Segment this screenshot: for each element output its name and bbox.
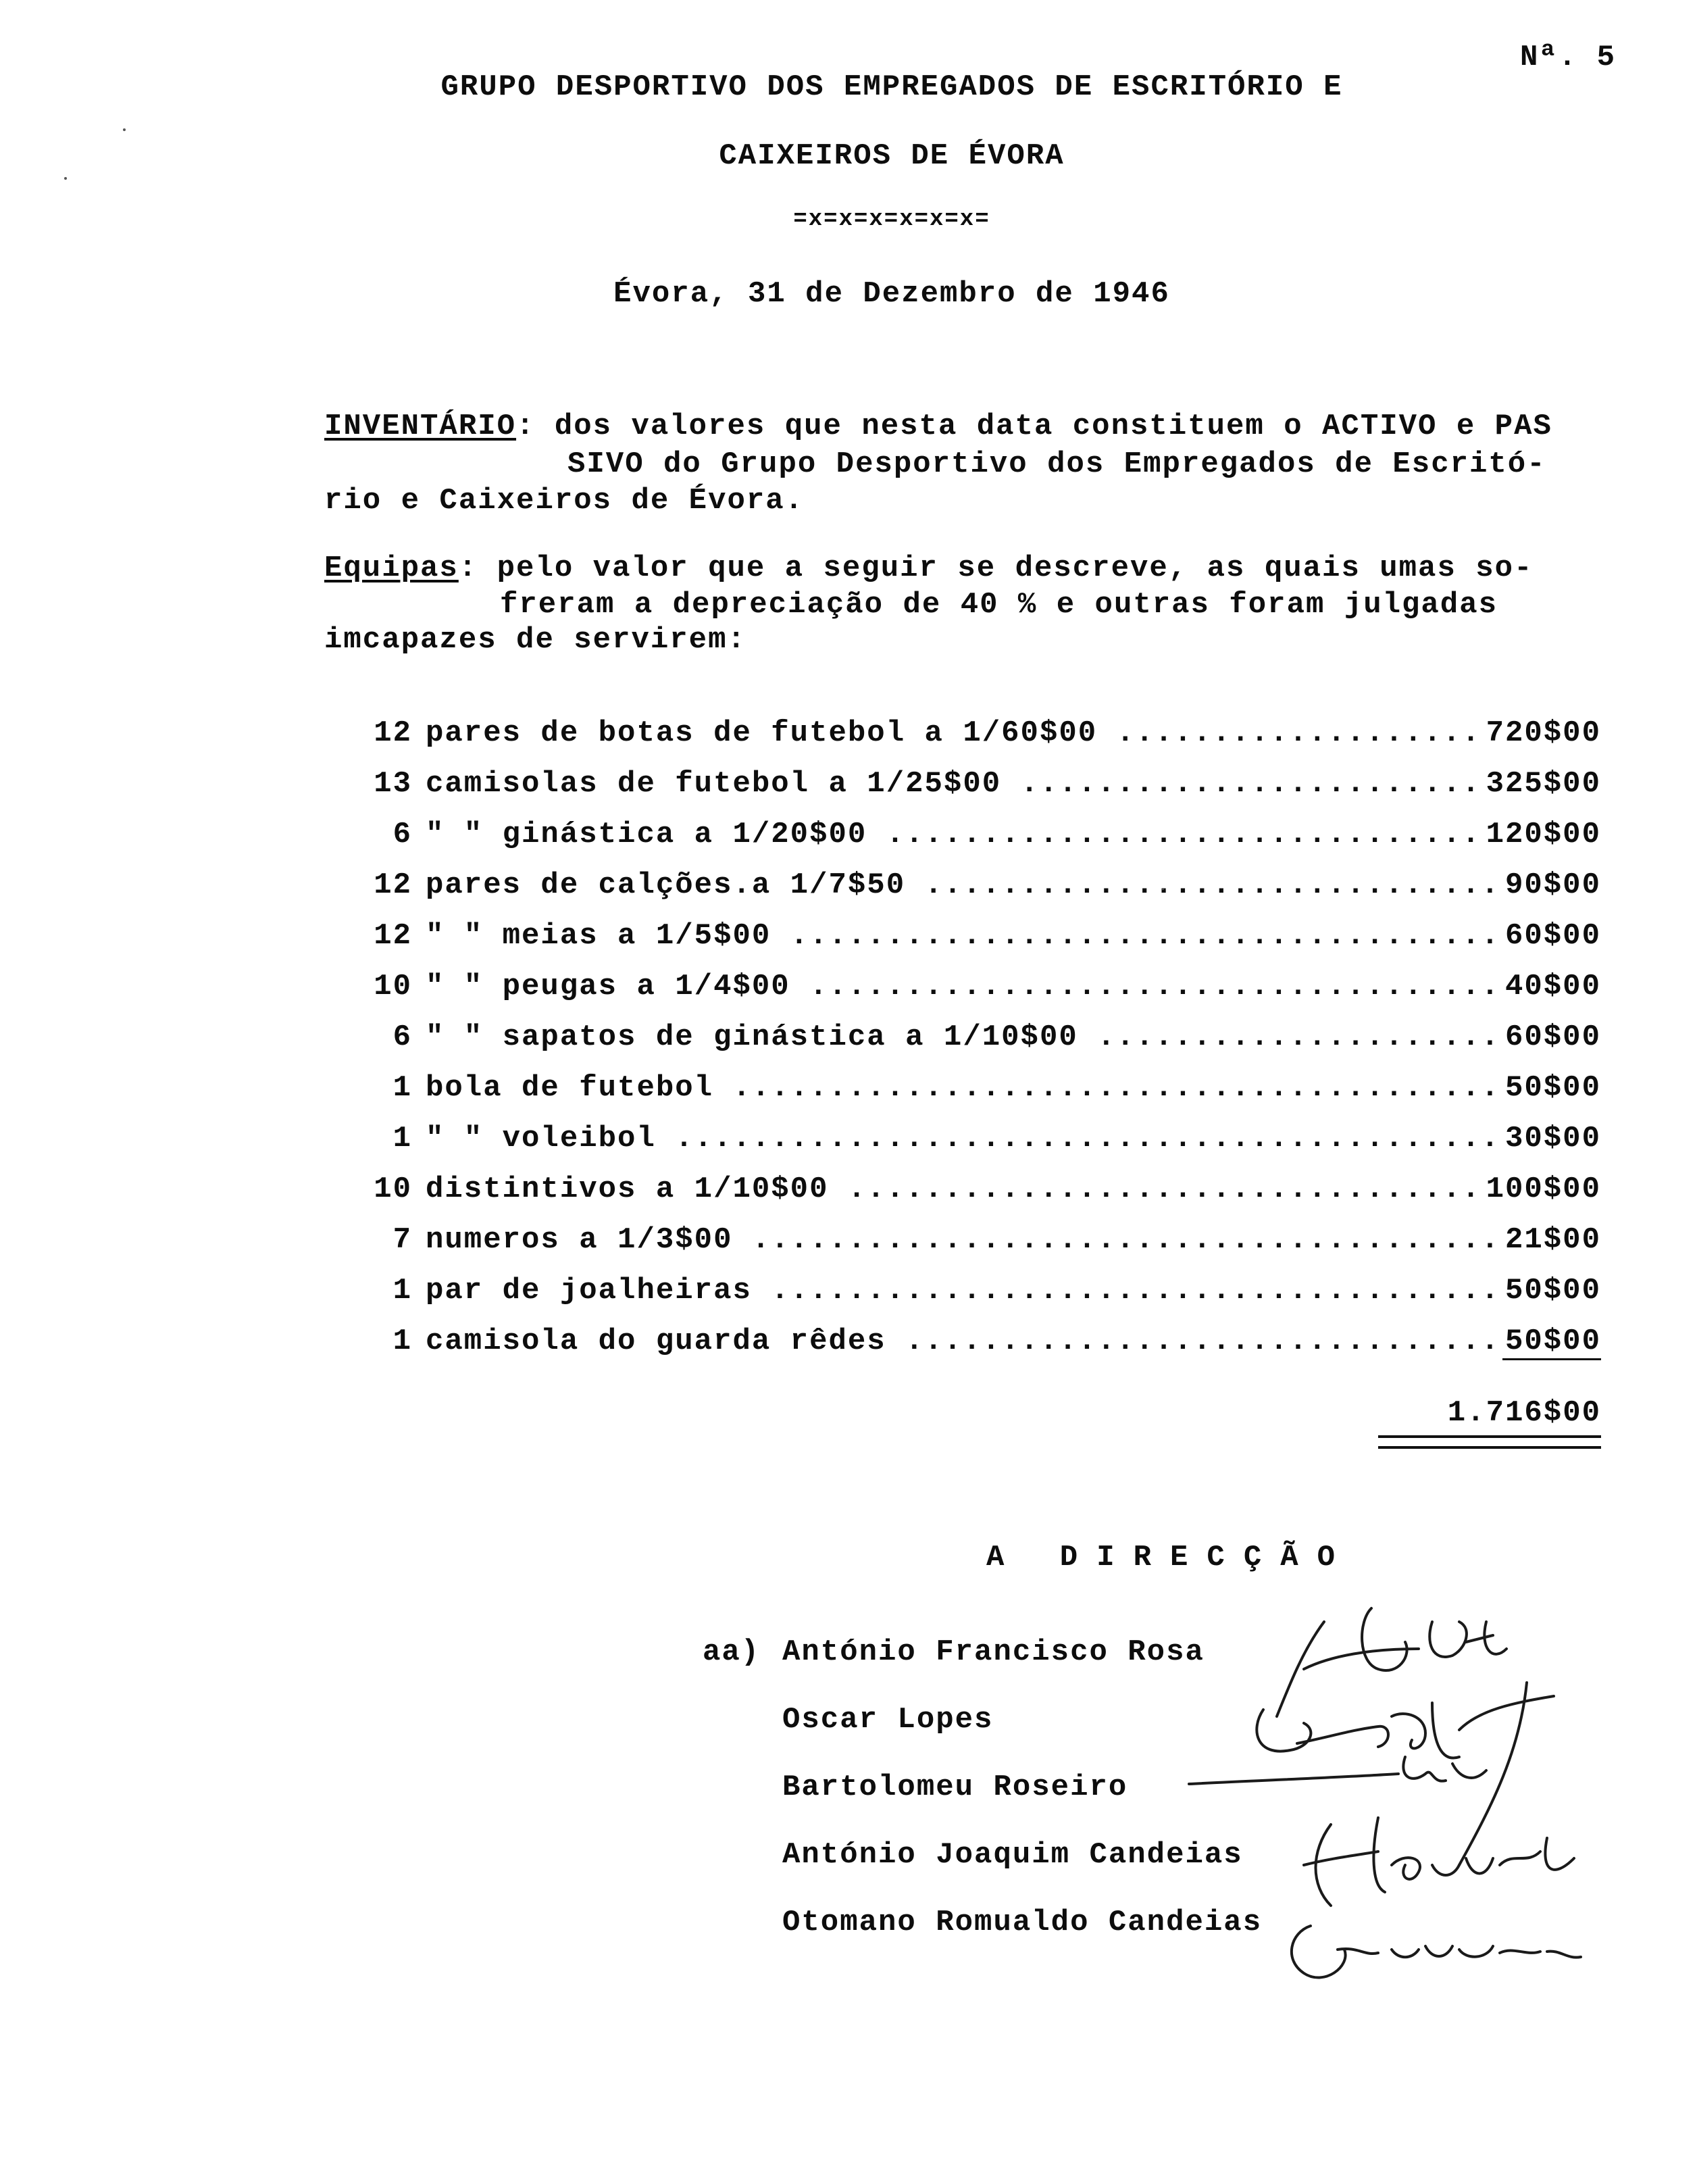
- separator-line: =x=x=x=x=x=x=: [793, 207, 990, 232]
- signature-4: [1304, 1818, 1574, 1906]
- list-item: [351, 1274, 1601, 1324]
- item-amount: 40$00: [1502, 970, 1601, 1003]
- item-description: camisolas de futebol a 1/25$00 .....: [426, 767, 1601, 801]
- document-number: Nª. 5: [1520, 41, 1617, 74]
- item-amount: 50$00: [1502, 1274, 1601, 1308]
- list-item: [351, 716, 1601, 767]
- item-amount: 325$00: [1484, 767, 1601, 801]
- total-amount: 1.716$00: [1447, 1396, 1601, 1430]
- item-quantity: 6: [392, 818, 412, 851]
- list-item: [351, 818, 1601, 868]
- item-description: " " voleibol .....: [426, 1122, 1601, 1156]
- item-quantity: 6: [392, 1020, 412, 1054]
- item-description: " " ginástica a 1/20$00 .....: [426, 818, 1601, 851]
- item-description: distintivos a 1/10$00 .....: [426, 1172, 1601, 1206]
- signature-1: [1277, 1608, 1506, 1716]
- item-amount: 50$00: [1502, 1324, 1601, 1360]
- teams-label: Equipas: [324, 551, 459, 585]
- item-amount: 60$00: [1502, 919, 1601, 953]
- item-amount: 90$00: [1502, 868, 1601, 902]
- signature-3: [1189, 1757, 1486, 1784]
- item-amount: 120$00: [1484, 818, 1601, 851]
- list-item: [351, 868, 1601, 919]
- signer-name: Otomano Romualdo Candeias: [782, 1906, 1263, 1939]
- item-description: " " peugas a 1/4$00 .....: [426, 970, 1601, 1003]
- item-description: bola de futebol .....: [426, 1071, 1601, 1105]
- item-quantity: 1: [392, 1324, 412, 1358]
- list-item: [351, 1223, 1601, 1274]
- organization-title-line-2: CAIXEIROS DE ÉVORA: [719, 139, 1065, 173]
- list-item: [351, 1324, 1601, 1375]
- item-amount: 50$00: [1502, 1071, 1601, 1105]
- item-amount: 720$00: [1484, 716, 1601, 750]
- item-description: " " sapatos de ginástica a 1/10$00 .....: [426, 1020, 1601, 1054]
- signer-name: António Francisco Rosa: [782, 1635, 1205, 1669]
- list-item: [351, 1071, 1601, 1122]
- teams-paragraph-line-3: imcapazes de servirem:: [324, 623, 746, 657]
- list-item: [351, 1122, 1601, 1172]
- item-quantity: 12: [374, 716, 412, 750]
- total-row: [351, 1396, 1601, 1443]
- signer-name: António Joaquim Candeias: [782, 1838, 1243, 1872]
- inventory-text-1: : dos valores que nesta data constituem o ACTIVO e PAS: [516, 410, 1552, 443]
- total-double-underline: [1378, 1435, 1601, 1449]
- item-quantity: 13: [374, 767, 412, 801]
- item-quantity: 1: [392, 1274, 412, 1308]
- inventory-item-list: [351, 716, 1601, 1375]
- item-description: numeros a 1/3$00 .....: [426, 1223, 1601, 1257]
- item-amount: 100$00: [1484, 1172, 1601, 1206]
- item-quantity: 10: [374, 1172, 412, 1206]
- list-item: [351, 767, 1601, 818]
- item-quantity: 12: [374, 919, 412, 953]
- handwritten-signatures: [1175, 1581, 1648, 2054]
- list-item: [351, 1020, 1601, 1071]
- signature-5: [1292, 1926, 1581, 1978]
- signer-name: Bartolomeu Roseiro: [782, 1770, 1128, 1804]
- item-description: camisola do guarda rêdes .....: [426, 1324, 1601, 1358]
- item-quantity: 10: [374, 970, 412, 1003]
- item-amount: 21$00: [1502, 1223, 1601, 1257]
- item-description: par de joalheiras .....: [426, 1274, 1601, 1308]
- scan-speck: [123, 128, 126, 131]
- inventory-label: INVENTÁRIO: [324, 410, 517, 443]
- item-quantity: 1: [392, 1122, 412, 1156]
- item-description: " " meias a 1/5$00 .....: [426, 919, 1601, 953]
- item-quantity: 7: [392, 1223, 412, 1257]
- inventory-paragraph-line-1: [324, 410, 1552, 443]
- item-description: pares de botas de futebol a 1/60$00 .....: [426, 716, 1601, 750]
- item-amount: 30$00: [1502, 1122, 1601, 1156]
- signer-name: Oscar Lopes: [782, 1703, 994, 1737]
- scan-speck: [64, 177, 67, 180]
- scan-speck: [1162, 888, 1164, 890]
- teams-paragraph-line-1: [324, 551, 1533, 585]
- teams-text-1: : pelo valor que a seguir se descreve, as quais umas so-: [458, 551, 1534, 585]
- direction-heading: A DIRECÇÃO: [986, 1541, 1354, 1574]
- teams-paragraph-line-2: freram a depreciação de 40 % e outras foram julgadas: [500, 588, 1498, 622]
- item-quantity: 1: [392, 1071, 412, 1105]
- list-item: [351, 970, 1601, 1020]
- item-quantity: 12: [374, 868, 412, 902]
- inventory-paragraph-line-2: SIVO do Grupo Desportivo dos Empregados de Escritó-: [567, 447, 1546, 481]
- organization-title-line-1: GRUPO DESPORTIVO DOS EMPREGADOS DE ESCRITÓRIO E: [440, 70, 1343, 104]
- inventory-paragraph-line-3: rio e Caixeiros de Évora.: [324, 484, 805, 518]
- item-description: pares de calções.a 1/7$50 .....: [426, 868, 1601, 902]
- list-item: [351, 919, 1601, 970]
- signers-prefix: aa): [703, 1635, 761, 1669]
- date-line: Évora, 31 de Dezembro de 1946: [613, 277, 1170, 311]
- list-item: [351, 1172, 1601, 1223]
- item-amount: 60$00: [1502, 1020, 1601, 1054]
